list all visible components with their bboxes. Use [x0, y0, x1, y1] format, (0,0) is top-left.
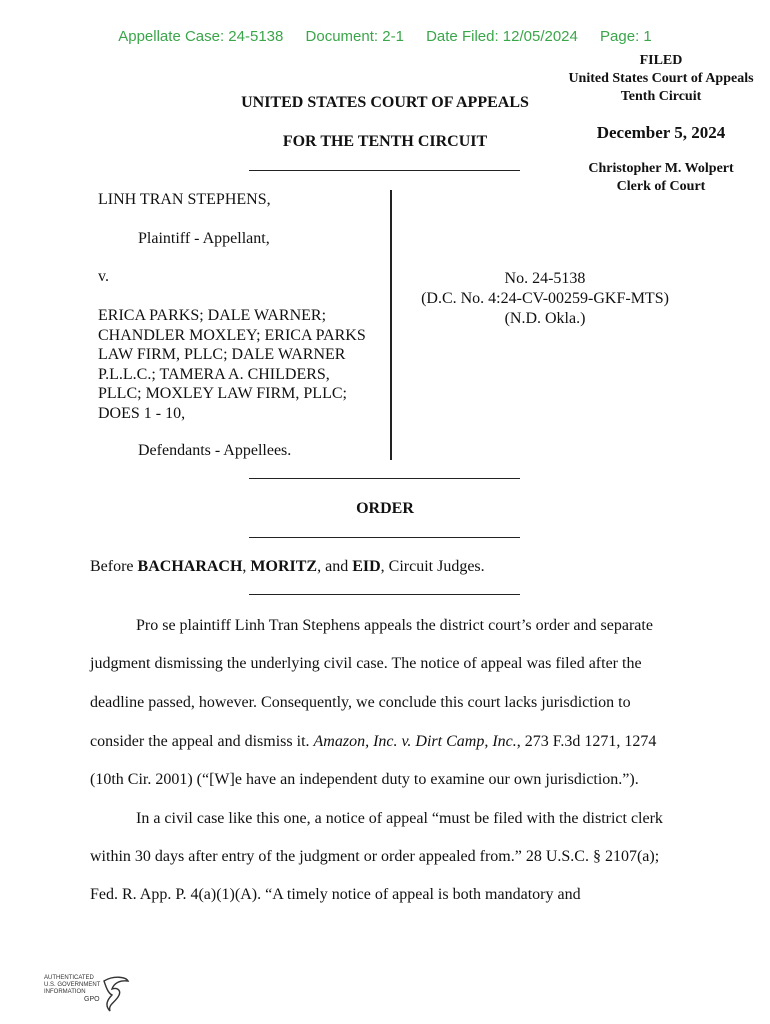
defendant-line: ERICA PARKS; DALE WARNER; [98, 307, 327, 324]
body-line: judgment dismissing the underlying civil case. The notice of appeal was filed after the [90, 655, 642, 672]
gpo-logo-text: U.S. GOVERNMENT [44, 982, 101, 988]
court-name: UNITED STATES COURT OF APPEALS [241, 94, 529, 111]
judge-name: MORITZ [250, 558, 318, 575]
judge-name: EID [352, 558, 381, 575]
panel-separator: , [242, 558, 251, 575]
filed-date: December 5, 2024 [596, 123, 726, 142]
case-number-block [405, 269, 685, 329]
divider-panel [249, 594, 520, 595]
plaintiff-role: Plaintiff - Appellant, [138, 230, 270, 247]
order-title: ORDER [356, 500, 414, 517]
body-line: Pro se plaintiff Linh Tran Stephens appeals the district court’s order and separate [136, 617, 653, 634]
body-line: In a civil case like this one, a notice of appeal “must be filed with the district clerk [136, 810, 663, 827]
caption-divider [390, 190, 392, 460]
plaintiff-name: LINH TRAN STEPHENS, [98, 191, 271, 208]
stamp-page: Page: 1 [600, 28, 652, 45]
district-court: (N.D. Okla.) [504, 310, 586, 327]
body-text: , 273 F.3d 1271, 1274 [516, 733, 657, 750]
panel-separator: , and [317, 558, 353, 575]
body-line [90, 733, 656, 751]
panel-before: Before [90, 558, 138, 575]
defendant-line: PLLC; MOXLEY LAW FIRM, PLLC; [98, 385, 347, 402]
gpo-authentication-logo [44, 975, 134, 1015]
filed-circuit: Tenth Circuit [620, 89, 702, 104]
body-line: within 30 days after entry of the judgment or order appealed from.” 28 U.S.C. § 2107(a); [90, 848, 660, 865]
defendants-role: Defendants - Appellees. [138, 442, 292, 459]
stamp-date-filed: Date Filed: 12/05/2024 [426, 28, 578, 45]
gpo-logo-text: AUTHENTICATED [44, 975, 94, 981]
district-case-number: (D.C. No. 4:24-CV-00259-GKF-MTS) [421, 290, 669, 307]
filed-court: United States Court of Appeals [568, 71, 754, 86]
defendant-line: CHANDLER MOXLEY; ERICA PARKS [98, 326, 366, 344]
versus: v. [98, 268, 109, 285]
defendant-line: DOES 1 - 10, [98, 404, 186, 422]
divider-top [249, 170, 520, 171]
filed-block [552, 52, 770, 196]
filed-clerk-title: Clerk of Court [616, 179, 706, 194]
gpo-logo-mark-text: GPO [84, 996, 100, 1003]
stamp-case: Appellate Case: 24-5138 [118, 28, 284, 45]
body-line: deadline passed, however. Consequently, we conclude this court lacks jurisdiction to [90, 694, 631, 711]
divider-caption [249, 478, 520, 479]
stamp-document: Document: 2-1 [305, 28, 404, 45]
panel-suffix: , Circuit Judges. [380, 558, 485, 575]
case-number: No. 24-5138 [504, 270, 586, 287]
filed-clerk-name: Christopher M. Wolpert [588, 161, 734, 176]
gpo-logo-text: INFORMATION [44, 989, 86, 995]
court-circuit: FOR THE TENTH CIRCUIT [282, 133, 488, 150]
body-line: Fed. R. App. P. 4(a)(1)(A). “A timely notice of appeal is both mandatory and [90, 886, 581, 903]
header-stamp [0, 28, 770, 45]
body-text: consider the appeal and dismiss it. [90, 733, 314, 750]
defendants-list [98, 306, 366, 423]
defendant-line: LAW FIRM, PLLC; DALE WARNER [98, 346, 346, 363]
defendant-line: P.L.L.C.; TAMERA A. CHILDERS, [98, 365, 330, 383]
divider-order [249, 537, 520, 538]
panel-line [90, 558, 485, 576]
judge-name: BACHARACH [137, 558, 243, 575]
body-line: (10th Cir. 2001) (“[W]e have an independent duty to examine our own jurisdiction.”). [90, 771, 639, 788]
filed-label: FILED [639, 53, 683, 68]
eagle-icon [100, 975, 130, 1015]
case-citation: Amazon, Inc. v. Dirt Camp, Inc. [313, 733, 517, 750]
